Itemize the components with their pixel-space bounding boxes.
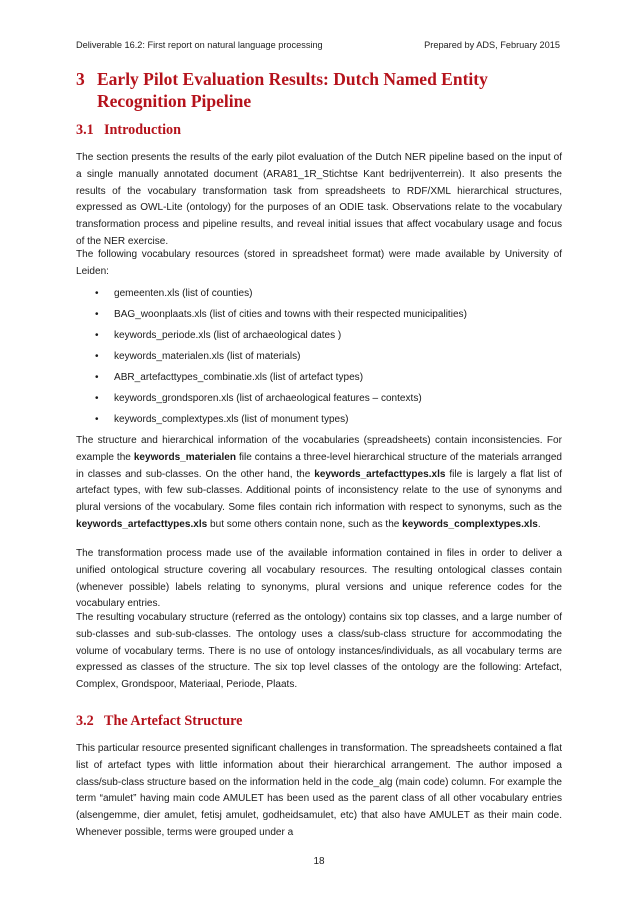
vocabulary-resource-list xyxy=(76,287,562,434)
list-item: • keywords_complextypes.xls (list of monument types) xyxy=(95,414,349,425)
section-heading xyxy=(76,68,566,112)
file-name-bold: keywords_materialen xyxy=(133,451,237,463)
ontology-paragraph: The resulting vocabulary structure (referred as the ontology) contains six top classes, and a large number of sub-classes and sub-sub-classes. The ontology uses a class/sub-class structure for accommodating the volume of vocabulary terms. There is no use of ontology instances/individuals, as all vocabulary terms are expressed as classes of the structure. The six top level classes of the ontology are the following: Artefact, Complex, Grondspoor, Materiaal, Periode, Plaats. xyxy=(76,612,562,691)
bullet-icon: • xyxy=(95,330,99,341)
subsection-title: The Artefact Structure xyxy=(104,713,243,729)
list-item: • ABR_artefacttypes_combinatie.xls (list of artefact types) xyxy=(95,372,364,383)
bullet-icon: • xyxy=(95,372,99,383)
running-header-title: Deliverable 16.2: First report on natural language processing xyxy=(76,40,323,50)
list-item: • keywords_periode.xls (list of archaeological dates ) xyxy=(95,330,342,341)
subsection-heading-artefact xyxy=(76,712,242,730)
list-item: • keywords_materialen.xls (list of materials) xyxy=(95,351,301,362)
running-header-author: Prepared by ADS, February 2015 xyxy=(424,40,560,50)
bullet-icon: • xyxy=(95,414,99,425)
section-title: Early Pilot Evaluation Results: Dutch Named Entity Recognition Pipeline xyxy=(97,69,488,111)
intro-paragraph-2-block xyxy=(76,247,562,281)
subsection-number: 3.1 xyxy=(76,122,94,138)
list-item: • keywords_grondsporen.xls (list of archaeological features – contexts) xyxy=(95,393,422,404)
subsection-title: Introduction xyxy=(104,122,181,138)
vocabulary-list-block xyxy=(76,287,562,434)
artefact-paragraph: This particular resource presented significant challenges in transformation. The spreadsheets contained a flat list of artefact types with little information about their hierarchical arrangement. The author imposed a class/sub-class structure based on the information held in the code_alg (main code) column. For example the term “amulet” having main code AMULET has been used as the parent class of all other vocabulary entries (alsengemme, dier amulet, fetisj amulet, godheidsamulet, etc) that also have AMULET as their main code. Whenever possible, terms were grouped under a xyxy=(76,743,562,838)
file-name-bold: keywords_artefacttypes.xls xyxy=(314,468,446,480)
bullet-icon: • xyxy=(95,393,99,404)
intro-paragraph: The section presents the results of the early pilot evaluation of the Dutch NER pipeline based on the input of a single manually annotated document (ARA81_1R_Stichtse Kant bedrijventerrein). It also presents the results of the vocabulary transformation task from spreadsheets to RDF/XML hierarchical structures, expressed as OWL-Lite (ontology) for the purposes of an ODIE task. Observations relate to the vocabulary transformation process and pipeline results, and reveal initial issues that affect vocabulary usage and focus of the NER exercise. xyxy=(76,152,562,247)
inconsistency-paragraph: The structure and hierarchical information of the vocabularies (spreadsheets) contain inconsistencies. For example the keywords_materialen file contains a three-level hierarchical structure of the materials arranged in classes and sub-classes. On the other hand, the keywords_artefacttypes.xls file is largely a flat list of artefact types, with few sub-classes. Additional points of inconsistency relate to the use of synonyms and plural versions of the vocabulary. Some files contain rich information with respect to synonyms, such as the keywords_artefacttypes.xls but some others contain none, such as the keywords_complextypes.xls. xyxy=(76,435,562,530)
bullet-icon: • xyxy=(95,288,99,299)
section-number: 3 xyxy=(76,69,85,89)
bullet-icon: • xyxy=(95,351,99,362)
resources-intro-paragraph: The following vocabulary resources (stored in spreadsheet format) were made available by University of Leiden: xyxy=(76,249,562,277)
transformation-paragraph-block xyxy=(76,546,562,613)
page-number: 18 xyxy=(313,856,325,867)
bullet-icon: • xyxy=(95,309,99,320)
file-name-bold: keywords_complextypes.xls xyxy=(402,518,538,530)
subsection-heading-introduction xyxy=(76,121,181,139)
intro-paragraph-1-block xyxy=(76,150,562,251)
subsection-number: 3.2 xyxy=(76,713,94,729)
list-item: • BAG_woonplaats.xls (list of cities and towns with their respected municipalities) xyxy=(95,309,467,320)
transformation-paragraph: The transformation process made use of the available information contained in files in order to deliver a unified ontological structure covering all vocabulary resources. The resulting ontological classes contain (whenever possible) labels relating to synonyms, plural versions and unique reference codes for the vocabulary entries. xyxy=(76,548,562,610)
list-item: • gemeenten.xls (list of counties) xyxy=(95,288,253,299)
artefact-paragraph-block xyxy=(76,741,562,842)
inconsistency-paragraph-block xyxy=(76,433,562,534)
ontology-paragraph-block xyxy=(76,610,562,694)
file-name-bold: keywords_artefacttypes.xls xyxy=(76,518,208,530)
